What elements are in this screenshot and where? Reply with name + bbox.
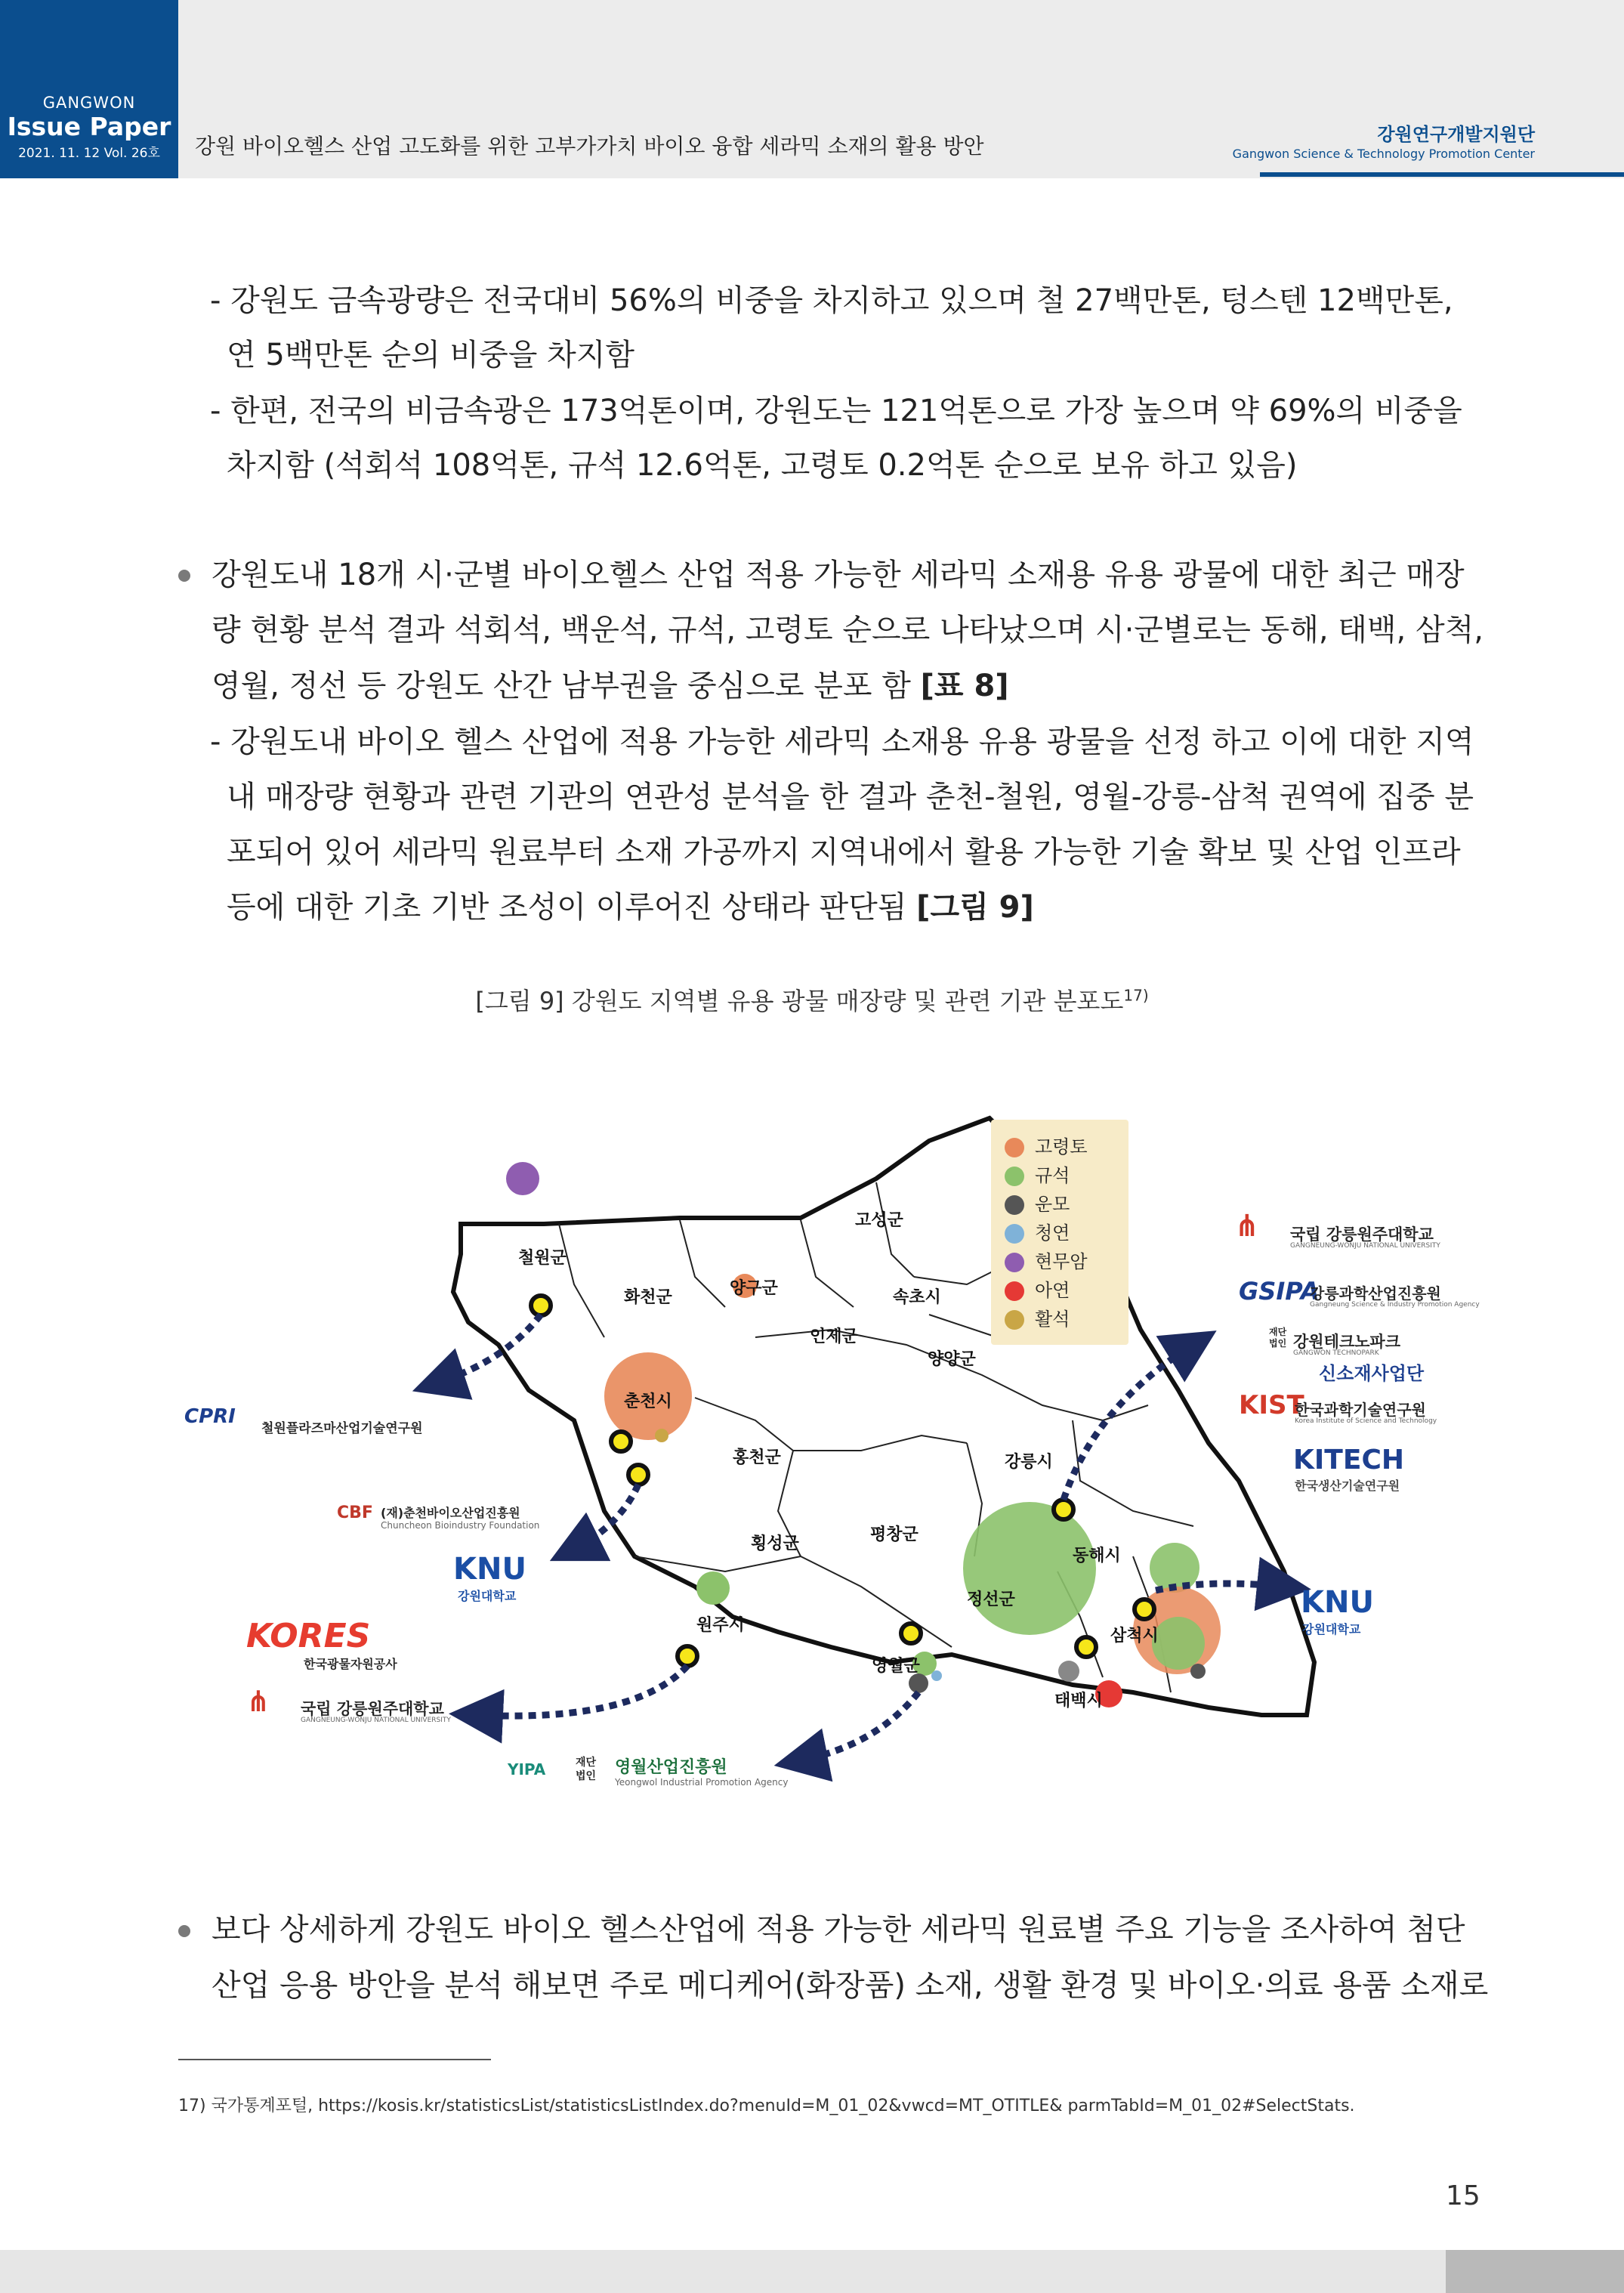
region-pyeongchang: 평창군 xyxy=(870,1525,919,1544)
figure-ref-link[interactable]: [그림 9] xyxy=(916,890,1034,925)
region-hwacheon: 화천군 xyxy=(624,1288,672,1307)
kores-name: 한국광물자원공사 xyxy=(304,1657,397,1671)
yipa-name-en: Yeongwol Industrial Promotion Agency xyxy=(615,1777,789,1788)
gwnu-name-en-left: GANGNEUNG-WONJU NATIONAL UNIVERSITY xyxy=(301,1717,451,1724)
issue-date: 2021. 11. 12 Vol. 26호 xyxy=(18,146,160,161)
legend-swatch-mica xyxy=(1005,1195,1024,1215)
table-ref-link[interactable]: [표 8] xyxy=(920,669,1009,703)
figure-caption-text: [그림 9] 강원도 지역별 유용 광물 매장량 및 관련 기관 분포도 xyxy=(475,987,1124,1015)
footer-bar xyxy=(0,2250,1624,2293)
dash-item-2-line1: - 한편, 전국의 비금속광은 173억톤이며, 강원도는 121억톤으로 가장 높으며 약 69%의 비중을 xyxy=(210,394,1462,428)
gsipa-logo: GSIPA xyxy=(1239,1277,1320,1306)
bullet-icon xyxy=(178,1925,190,1937)
yeongwol-lead-marker xyxy=(931,1670,942,1681)
dash-item-1-line2: 연 5백만톤 순의 비중을 차지함 xyxy=(227,338,634,372)
legend-swatch-silica xyxy=(1005,1167,1024,1186)
bullet-icon xyxy=(178,570,190,582)
region-cheorwon: 철원군 xyxy=(518,1249,567,1268)
gwnu-logo-left-icon: ⋔ xyxy=(246,1685,270,1718)
bullet-1-line3-text: 영월, 정선 등 강원도 산간 남부권을 중심으로 분포 함 xyxy=(211,669,921,703)
region-goseong: 고성군 xyxy=(855,1211,903,1230)
yipa-name: 영월산업진흥원 xyxy=(615,1758,727,1777)
org-name-en: Gangwon Science & Technology Promotion Center xyxy=(1232,147,1535,161)
legend-label: 아연 xyxy=(1035,1280,1070,1301)
dash-item-1-line1: - 강원도 금속광량은 전국대비 56%의 비중을 차지하고 있으며 철 27백만톤, 텅스텐 12백만톤, xyxy=(210,283,1453,318)
knu-name-left: 강원대학교 xyxy=(458,1589,517,1603)
legend-swatch-talc xyxy=(1005,1310,1024,1330)
issue-paper-logo xyxy=(0,0,178,178)
footnote-ref[interactable]: 17) xyxy=(1123,986,1149,1005)
sub-item-line4-text: 등에 대한 기초 기반 조성이 이루어진 상태라 판단됨 xyxy=(227,890,917,925)
legend-item-mica xyxy=(1005,1189,1070,1216)
legend-label: 현무암 xyxy=(1035,1251,1088,1272)
legend-item-kaolin xyxy=(1005,1132,1088,1159)
sub-item-line3: 포되어 있어 세라믹 원료부터 소재 가공까지 지역내에서 활용 가능한 기술 확보 및 산업 인프라 xyxy=(227,835,1461,870)
cbf-name: (재)춘천바이오산업진흥원 xyxy=(381,1506,520,1520)
gwnu-name-en-right: GANGNEUNG-WONJU NATIONAL UNIVERSITY xyxy=(1290,1242,1440,1250)
page-header xyxy=(0,0,1624,178)
figure-caption xyxy=(0,982,1624,1017)
footer-bar-accent xyxy=(1446,2250,1624,2293)
gwnu-logo-right-icon: ⋔ xyxy=(1234,1209,1260,1244)
gangwon-map-figure xyxy=(151,1088,1473,1843)
cbf-name-en: Chuncheon Bioindustry Foundation xyxy=(381,1520,540,1531)
legend-label: 활석 xyxy=(1035,1309,1070,1330)
legend-swatch-basalt xyxy=(1005,1253,1024,1272)
map-legend xyxy=(991,1120,1128,1345)
region-yeongwol: 영월군 xyxy=(872,1657,920,1676)
region-samcheok: 삼척시 xyxy=(1110,1627,1159,1646)
sub-item-line2: 내 매장량 현황과 관련 기관의 연관성 분석을 한 결과 춘천-철원, 영월-강릉-삼척 권역에 집중 분 xyxy=(227,780,1474,814)
legend-label: 운모 xyxy=(1035,1194,1070,1215)
kist-name-en: Korea Institute of Science and Technology xyxy=(1295,1417,1437,1425)
cheorwon-basalt-marker xyxy=(506,1162,539,1195)
kitech-name: 한국생산기술연구원 xyxy=(1295,1479,1400,1493)
dash-item-2-line2: 차지함 (석회석 108억톤, 규석 12.6억톤, 고령토 0.2억톤 순으로 보유 하고 있음) xyxy=(227,448,1298,483)
gsipa-name: 강릉과학산업진흥원 xyxy=(1310,1284,1441,1303)
gwnu-name-right: 국립 강릉원주대학교 xyxy=(1290,1225,1434,1244)
footnote-17: 17) 국가통계포털, https://kosis.kr/statisticsList/statisticsListIndex.do?menuId=M_01_02&vwcd=MT_OTITLE& parmTabId=M_01_02#SelectStats. xyxy=(178,2097,1355,2115)
legend-label: 고령토 xyxy=(1035,1136,1088,1157)
bullet-1-line1: 강원도내 18개 시·군별 바이오헬스 산업 적용 가능한 세라믹 소재용 유용 광물에 대한 최근 매장 xyxy=(211,558,1465,592)
legend-swatch-zinc xyxy=(1005,1281,1024,1301)
legend-item-lead xyxy=(1005,1218,1070,1245)
kist-name: 한국과학기술연구원 xyxy=(1295,1401,1426,1419)
jeongseon-silica-marker xyxy=(963,1502,1096,1635)
org-underline xyxy=(1260,172,1624,177)
region-gangneung: 강릉시 xyxy=(1005,1453,1053,1472)
kist-logo: KIST xyxy=(1239,1390,1304,1420)
region-chuncheon: 춘천시 xyxy=(624,1392,672,1411)
region-sokcho: 속초시 xyxy=(893,1288,941,1307)
legend-swatch-kaolin xyxy=(1005,1138,1024,1157)
brand-line1: GANGWON xyxy=(42,94,136,112)
yipa-logo: YIPA xyxy=(508,1760,546,1778)
region-yangyang: 양양군 xyxy=(928,1350,976,1369)
legend-item-basalt xyxy=(1005,1247,1088,1274)
legend-item-talc xyxy=(1005,1304,1070,1331)
legend-item-zinc xyxy=(1005,1275,1070,1303)
kitech-logo: KITECH xyxy=(1293,1445,1404,1476)
wonju-silica-marker xyxy=(696,1571,730,1605)
yipa-prefix: 재단법인 xyxy=(576,1757,597,1782)
gwtp-name: 강원테크노파크 xyxy=(1293,1333,1401,1351)
cpri-name: 철원플라즈마산업기술연구원 xyxy=(261,1421,423,1436)
gwtp-prefix: 재단법인 xyxy=(1269,1327,1287,1349)
region-jeongseon: 정선군 xyxy=(967,1590,1015,1609)
sub-item-line4 xyxy=(227,880,1034,935)
region-hongcheon: 홍천군 xyxy=(733,1448,781,1467)
region-wonju: 원주시 xyxy=(696,1616,745,1635)
gwtp-name-en: GANGWON TECHNOPARK xyxy=(1293,1349,1379,1357)
cbf-logo: CBF xyxy=(337,1503,373,1522)
legend-swatch-lead xyxy=(1005,1224,1024,1244)
header-title: 강원 바이오헬스 산업 고도화를 위한 고부가가치 바이오 융합 세라믹 소재의 활용 방안 xyxy=(195,134,984,159)
region-inje: 인제군 xyxy=(810,1327,858,1346)
brand-line2: Issue Paper xyxy=(7,112,171,141)
gwtp-sub-division: 신소재사업단 xyxy=(1319,1363,1425,1384)
knu-name-right: 강원대학교 xyxy=(1302,1622,1361,1636)
chuncheon-talc-marker xyxy=(655,1429,668,1442)
legend-label: 청연 xyxy=(1035,1222,1070,1244)
bullet-1-line2: 량 현황 분석 결과 석회석, 백운석, 규석, 고령토 순으로 나타났으며 시·군별로는 동해, 태백, 삼척, xyxy=(211,613,1484,647)
samcheok-silica-marker xyxy=(1152,1617,1205,1670)
legend-item-silica xyxy=(1005,1160,1070,1188)
region-taebaek: 태백시 xyxy=(1054,1692,1103,1710)
bullet-2-line1: 보다 상세하게 강원도 바이오 헬스산업에 적용 가능한 세라믹 원료별 주요 기능을 조사하여 첨단 xyxy=(211,1912,1465,1947)
region-yanggu: 양구군 xyxy=(730,1279,778,1298)
gwnu-name-left: 국립 강릉원주대학교 xyxy=(301,1700,444,1718)
legend-label: 규석 xyxy=(1035,1165,1070,1186)
footnote-divider xyxy=(178,2059,491,2060)
bullet-1-line3 xyxy=(211,659,1009,713)
knu-logo-right: KNU xyxy=(1301,1585,1374,1620)
taebaek-mica-marker xyxy=(1058,1661,1079,1682)
sub-item-line1: - 강원도내 바이오 헬스 산업에 적용 가능한 세라믹 소재용 유용 광물을 선정 하고 이에 대한 지역 xyxy=(210,725,1474,759)
page-number: 15 xyxy=(1446,2180,1480,2211)
gsipa-name-en: Gangneung Science & Industry Promotion Agency xyxy=(1310,1301,1480,1309)
region-hoengseong: 횡성군 xyxy=(751,1534,799,1553)
kores-logo: KORES xyxy=(246,1617,371,1655)
samcheok-mica-marker xyxy=(1190,1664,1206,1679)
bullet-2-line2: 산업 응용 방안을 분석 해보면 주로 메디케어(화장품) 소재, 생활 환경 및 바이오·의료 용품 소재로 xyxy=(211,1968,1489,2003)
cpri-logo: CPRI xyxy=(184,1405,236,1428)
knu-logo-left: KNU xyxy=(453,1552,526,1587)
org-name-ko: 강원연구개발지원단 xyxy=(1377,124,1535,145)
region-donghae: 동해시 xyxy=(1073,1547,1121,1565)
